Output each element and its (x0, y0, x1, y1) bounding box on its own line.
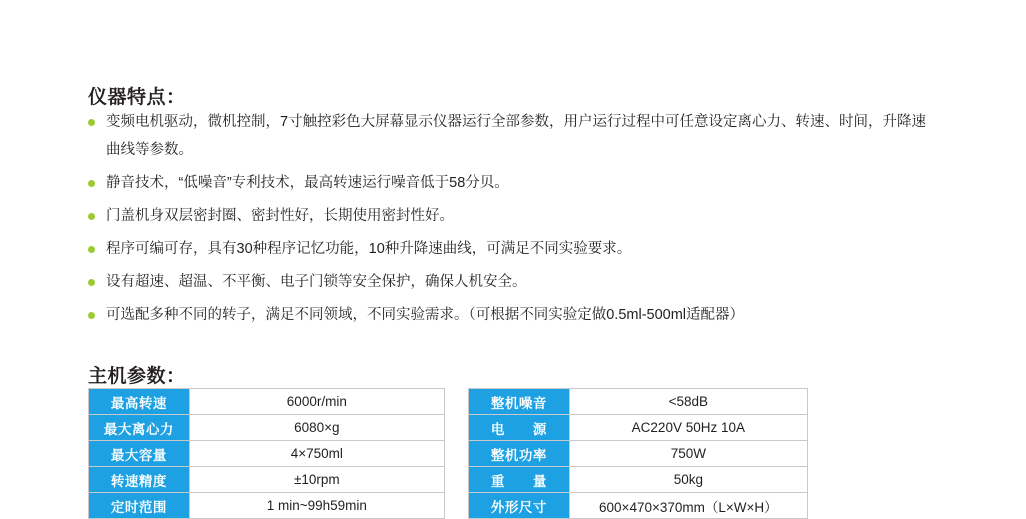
table-row (89, 441, 445, 467)
table-row (469, 467, 808, 493)
spec-value: 4×750ml (189, 441, 444, 467)
table-row (89, 467, 445, 493)
spec-value: 6080×g (189, 415, 444, 441)
spec-value: 600×470×370mm（L×W×H） (569, 493, 807, 519)
list-item-text: 可选配多种不同的转子，满足不同领域，不同实验需求。（可根据不同实验定做0.5ml-500ml适配器） (106, 307, 745, 323)
bullet-dot-icon (88, 213, 95, 220)
features-list (88, 108, 938, 334)
bullet-dot-icon (88, 246, 95, 253)
spec-value: AC220V 50Hz 10A (569, 415, 807, 441)
spec-value: 50kg (569, 467, 807, 493)
list-item-text: 静音技术，“低噪音”专利技术，最高转速运行噪音低于58分贝。 (106, 175, 509, 191)
spec-label: 重 量 (469, 467, 570, 493)
spec-value: 1 min~99h59min (189, 493, 444, 519)
features-section-title: 仪器特点： (88, 86, 186, 108)
list-item-text: 门盖机身双层密封圈、密封性好，长期使用密封性好。 (106, 208, 454, 224)
spec-label: 整机功率 (469, 441, 570, 467)
params-section-title: 主机参数： (88, 365, 186, 387)
spec-label: 最高转速 (89, 389, 190, 415)
spec-label: 定时范围 (89, 493, 190, 519)
table-row (89, 415, 445, 441)
spec-value: 750W (569, 441, 807, 467)
bullet-dot-icon (88, 119, 95, 126)
bullet-dot-icon (88, 312, 95, 319)
list-item (88, 301, 938, 329)
list-item-text: 变频电机驱动，微机控制，7寸触控彩色大屏幕显示仪器运行全部参数，用户运行过程中可任意设定离心力、转速、时间，升降速曲线等参数。 (106, 114, 927, 158)
spec-label: 转速精度 (89, 467, 190, 493)
list-item (88, 235, 938, 263)
spec-label: 最大离心力 (89, 415, 190, 441)
spec-label: 最大容量 (89, 441, 190, 467)
spec-label: 外形尺寸 (469, 493, 570, 519)
spec-value: <58dB (569, 389, 807, 415)
bullet-dot-icon (88, 279, 95, 286)
bullet-dot-icon (88, 180, 95, 187)
list-item (88, 169, 938, 197)
table-row (469, 389, 808, 415)
list-item (88, 108, 938, 164)
list-item-text: 程序可编可存，具有30种程序记忆功能，10种升降速曲线，可满足不同实验要求。 (106, 241, 632, 257)
spec-value: ±10rpm (189, 467, 444, 493)
spec-table-left (88, 388, 445, 519)
table-row (469, 415, 808, 441)
spec-value: 6000r/min (189, 389, 444, 415)
list-item (88, 202, 938, 230)
table-row (89, 389, 445, 415)
table-row (469, 441, 808, 467)
spec-label: 整机噪音 (469, 389, 570, 415)
spec-label: 电 源 (469, 415, 570, 441)
list-item-text: 设有超速、超温、不平衡、电子门锁等安全保护，确保人机安全。 (106, 274, 527, 290)
list-item (88, 268, 938, 296)
spec-table-right (468, 388, 808, 519)
